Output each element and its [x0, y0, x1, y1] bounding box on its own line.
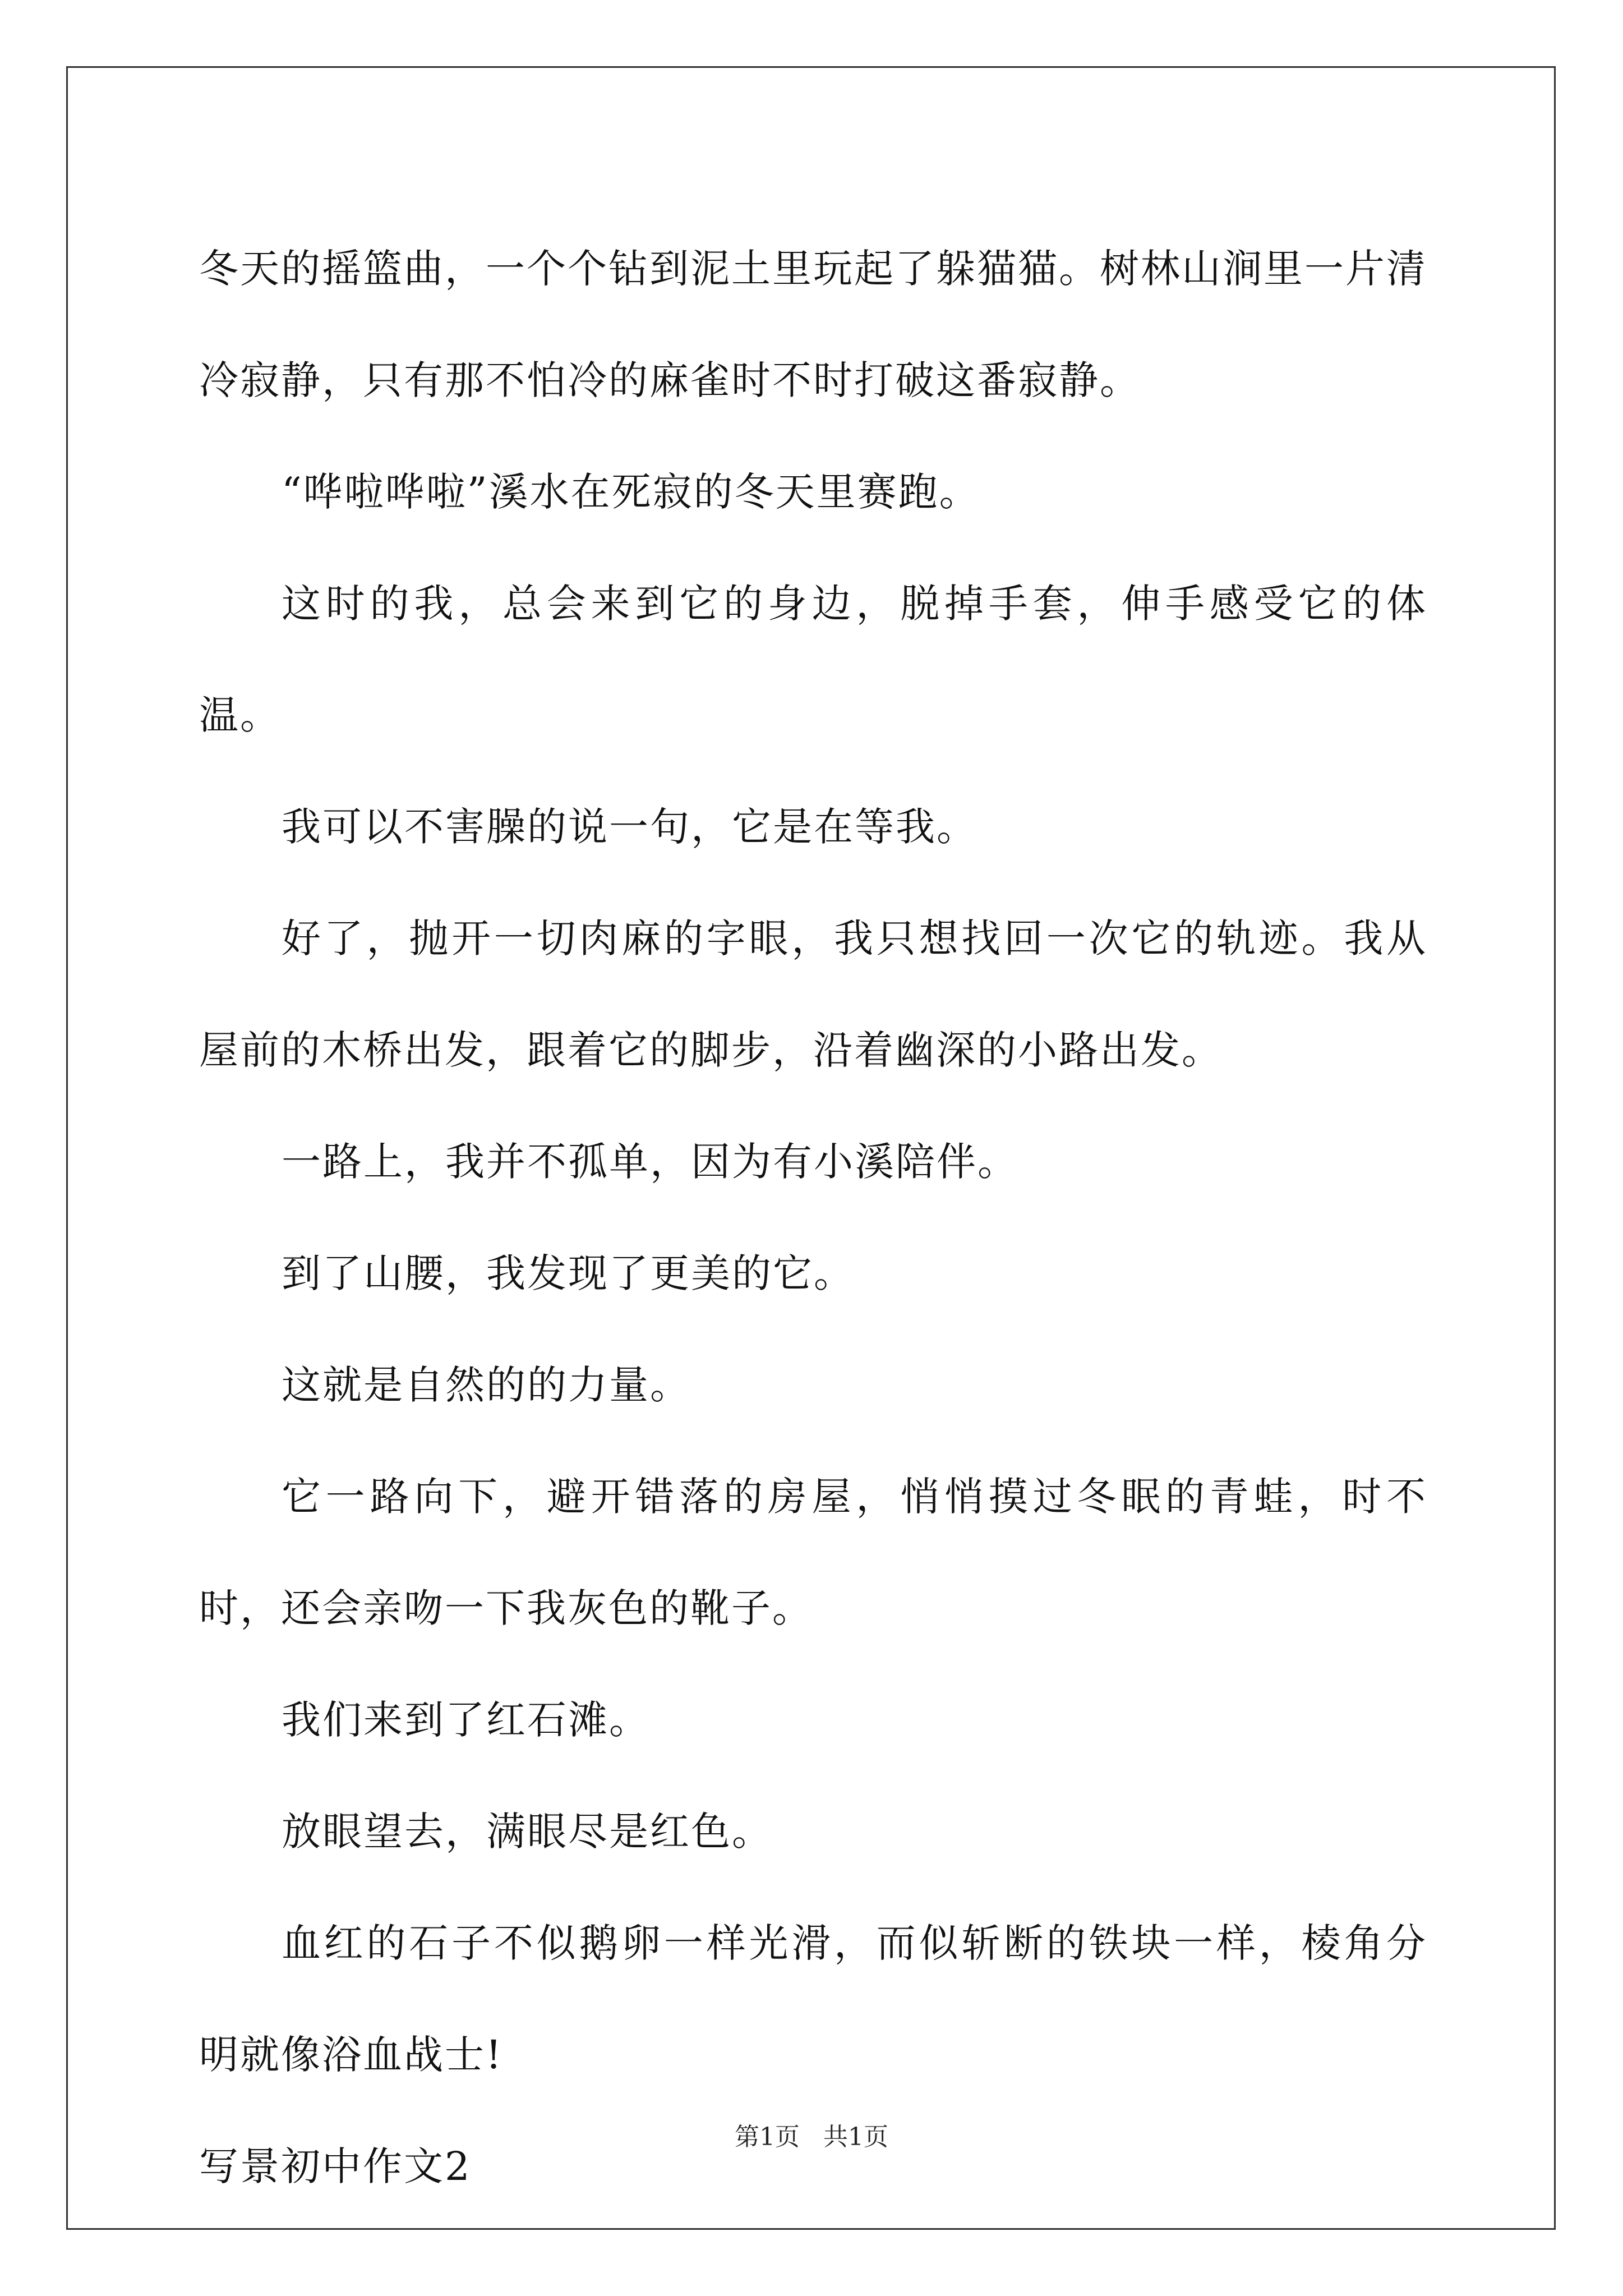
paragraph-5: 好了，抛开一切肉麻的字眼，我只想找回一次它的轨迹。我从屋前的木桥出发，跟着它的脚步，沿着幽深的小路出发。 [199, 915, 1427, 1073]
paragraph-10: 我们来到了红石滩。 [282, 1697, 650, 1743]
paragraph-6: 一路上，我并不孤单，因为有小溪陪伴。 [282, 1139, 1018, 1185]
page-number: 第1页 共1页 [735, 2123, 888, 2151]
paragraph-1: 冬天的摇篮曲，一个个钻到泥土里玩起了躲猫猫。树林山涧里一片清冷寂静，只有那不怕冷的麻雀时不时打破这番寂静。 [199, 246, 1427, 403]
paragraph-3: 这时的我，总会来到它的身边，脱掉手套，伸手感受它的体温。 [199, 581, 1427, 738]
section-heading: 写景初中作文2 [199, 2143, 472, 2189]
paragraph-12: 血红的石子不似鹅卵一样光滑，而似斩断的铁块一样，棱角分明就像浴血战士! [199, 1920, 1427, 2078]
paragraph-2: “哗啦哗啦”溪水在死寂的冬天里赛跑。 [282, 469, 980, 515]
paragraph-7: 到了山腰，我发现了更美的它。 [282, 1250, 855, 1296]
page-footer [0, 2120, 1623, 2154]
paragraph-11: 放眼望去，满眼尽是红色。 [282, 1809, 773, 1855]
paragraph-9: 它一路向下，避开错落的房屋，悄悄摸过冬眠的青蛙，时不时，还会亲吻一下我灰色的靴子。 [199, 1474, 1427, 1631]
paragraph-4: 我可以不害臊的说一句，它是在等我。 [282, 804, 978, 850]
paragraph-8: 这就是自然的的力量。 [282, 1362, 691, 1408]
document-body [199, 213, 1427, 2223]
